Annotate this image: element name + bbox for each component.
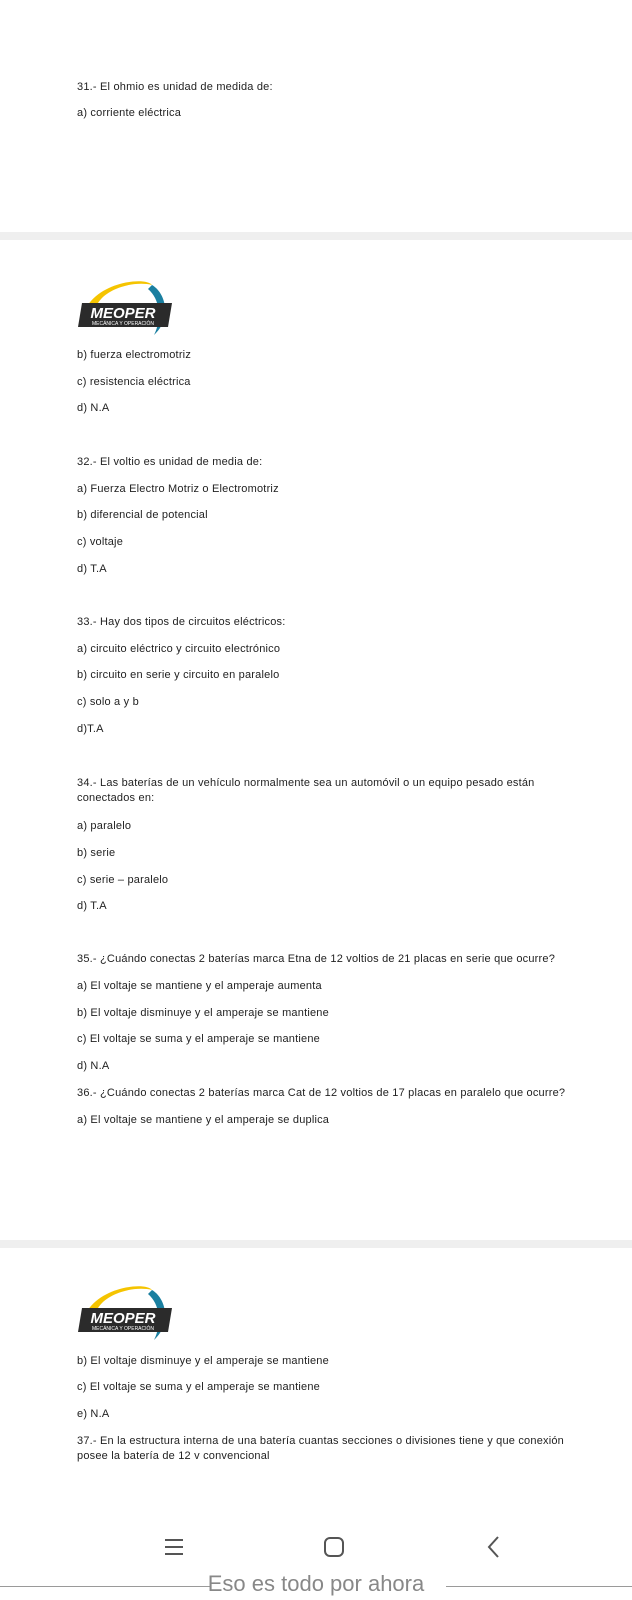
answer-34-a: a) paralelo: [77, 820, 132, 832]
answer-31-d: d) N.A: [77, 402, 110, 414]
question-34: 34.- Las baterías de un vehículo normalmente sea un automóvil o un equipo pesado están conectados en:: [77, 777, 535, 804]
answer-34-d: d) T.A: [77, 900, 107, 912]
question-37: 37.- En la estructura interna de una batería cuantas secciones o divisiones tiene y que conexión posee la batería de 12 v convencional: [77, 1435, 564, 1462]
question-33: 33.- Hay dos tipos de circuitos eléctricos:: [77, 616, 286, 628]
question-32: 32.- El voltio es unidad de media de:: [77, 456, 263, 468]
end-of-content-footer: [0, 1570, 632, 1600]
answer-35-a: a) El voltaje se mantiene y el amperaje aumenta: [77, 980, 322, 992]
answer-32-d: d) T.A: [77, 563, 107, 575]
answer-35-c: c) El voltaje se suma y el amperaje se mantiene: [77, 1033, 320, 1045]
logo-name: MEOPER: [90, 1310, 156, 1327]
answer-35-d: d) N.A: [77, 1060, 110, 1072]
answer-34-b: b) serie: [77, 847, 116, 859]
back-button[interactable]: [474, 1533, 514, 1563]
meoper-logo: [74, 279, 178, 337]
answer-33-b: b) circuito en serie y circuito en paralelo: [77, 669, 280, 681]
back-icon: [474, 1533, 514, 1563]
answer-34-c: c) serie – paralelo: [77, 874, 169, 886]
answer-31-b: b) fuerza electromotriz: [77, 349, 192, 361]
answer-32-b: b) diferencial de potencial: [77, 509, 208, 521]
answer-32-a: a) Fuerza Electro Motriz o Electromotriz: [77, 483, 279, 495]
menu-icon: [154, 1533, 194, 1563]
answer-35-b: b) El voltaje disminuye y el amperaje se mantiene: [77, 1007, 329, 1019]
meoper-logo-graphic: [74, 279, 178, 337]
question-36: 36.- ¿Cuándo conectas 2 baterías marca Cat de 12 voltios de 17 placas en paralelo que ocurre?: [77, 1087, 566, 1099]
home-button[interactable]: [314, 1533, 354, 1563]
answer-36-a: a) El voltaje se mantiene y el amperaje se duplica: [77, 1114, 330, 1126]
question-31: 31.- El ohmio es unidad de medida de:: [77, 81, 273, 93]
answer-33-c: c) solo a y b: [77, 696, 139, 708]
answer-33-d: d)T.A: [77, 723, 104, 735]
answer-31-a: a) corriente eléctrica: [77, 107, 182, 119]
home-icon: [314, 1533, 354, 1563]
answer-33-a: a) circuito eléctrico y circuito electrónico: [77, 643, 281, 655]
navigation-bar: [0, 1525, 632, 1570]
page-divider: [0, 232, 632, 240]
logo-name: MEOPER: [90, 305, 156, 322]
answer-32-c: c) voltaje: [77, 536, 124, 548]
logo-tagline: MECÁNICA Y OPERACIÓN: [91, 1326, 155, 1332]
answer-31-c: c) resistencia eléctrica: [77, 376, 191, 388]
logo-tagline: MECÁNICA Y OPERACIÓN: [91, 321, 155, 327]
meoper-logo: [74, 1284, 178, 1342]
answer-36-b: b) El voltaje disminuye y el amperaje se mantiene: [77, 1355, 329, 1367]
answer-36-c: c) El voltaje se suma y el amperaje se mantiene: [77, 1381, 320, 1393]
answer-36-e: e) N.A: [77, 1408, 110, 1420]
meoper-logo-graphic: [74, 1284, 178, 1342]
question-35: 35.- ¿Cuándo conectas 2 baterías marca Etna de 12 voltios de 21 placas en serie que ocurre?: [77, 953, 556, 965]
page-divider: [0, 1240, 632, 1248]
menu-button[interactable]: [154, 1533, 194, 1563]
footer-text: Eso es todo por ahora: [207, 1571, 425, 1596]
